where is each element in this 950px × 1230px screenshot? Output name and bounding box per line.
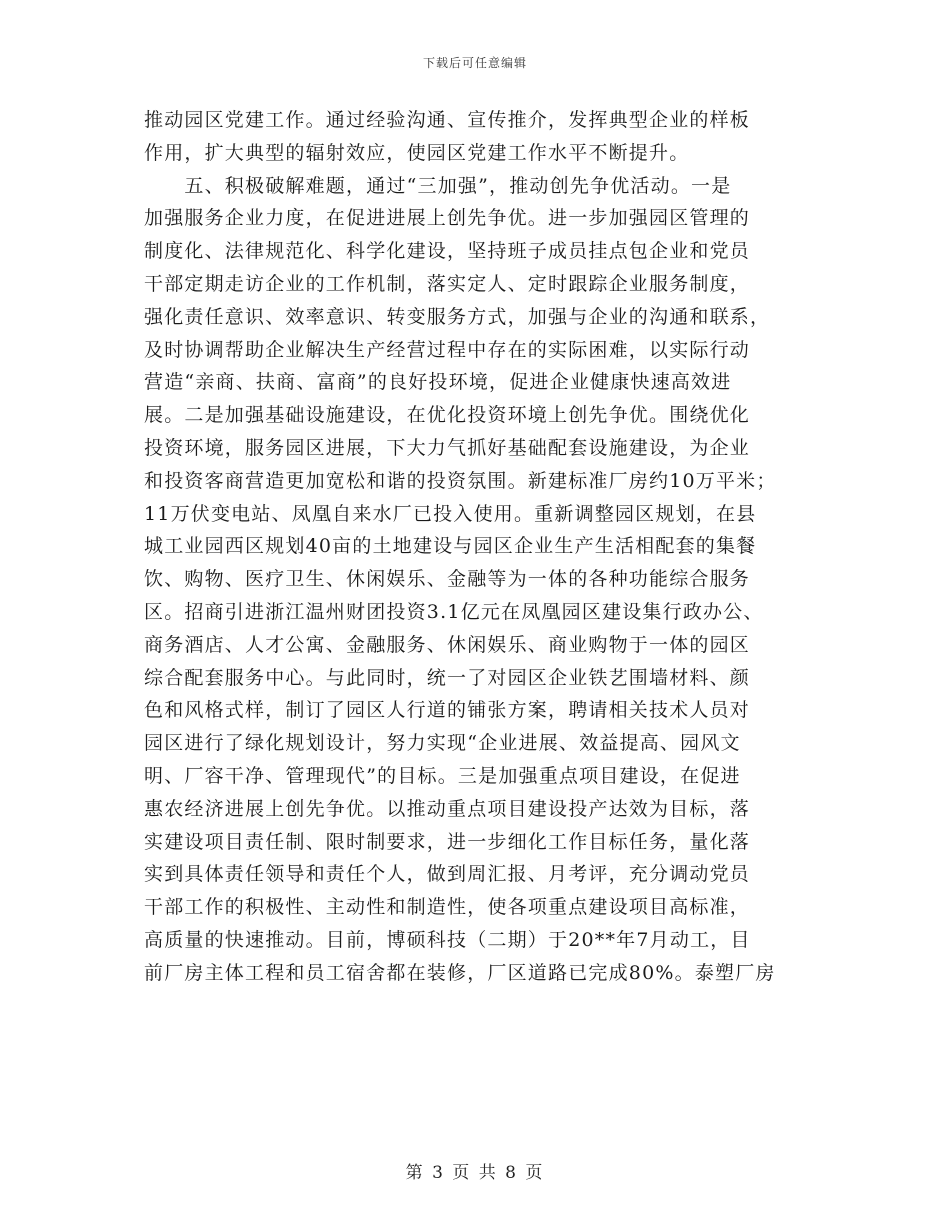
text-line: 营造“亲商、扶商、富商”的良好投环境，促进企业健康快速高效进 [144, 371, 732, 394]
text-line: 区。招商引进浙江温州财团投资3.1亿元在凤凰园区建设集行政办公、 [144, 600, 764, 623]
text-line: 园区进行了绿化规划设计，努力实现“企业进展、效益提高、园风文 [144, 732, 741, 755]
text-line: 商务酒店、人才公寓、金融服务、休闲娱乐、商业购物于一体的园区 [144, 633, 751, 656]
text-line: 推动园区党建工作。通过经验沟通、宣传推介，发挥典型企业的样板 [144, 109, 751, 131]
text-line: 投资环境，服务园区进展，下大力气抓好基础配套设施建设，为企业 [144, 436, 751, 459]
text-line: 及时协调帮助企业解决生产经营过程中存在的实际困难，以实际行动 [144, 338, 751, 361]
page-footer: 第 3 页 共 8 页 [405, 1163, 545, 1183]
text-line: 11万伏变电站、凤凰自来水厂已投入使用。重新调整园区规划，在县 [144, 502, 757, 525]
text-line: 加强服务企业力度，在促进进展上创先争优。进一步加强园区管理的 [144, 207, 751, 230]
text-line: 色和风格式样，制订了园区人行道的铺张方案，聘请相关技术人员对 [144, 699, 751, 722]
text-line: 前厂房主体工程和员工宿舍都在装修，厂区道路已完成80%。泰塑厂房 [144, 961, 776, 984]
text-line: 和投资客商营造更加宽松和谐的投资氛围。新建标准厂房约10万平米； [144, 469, 777, 492]
text-line: 实到具体责任领导和责任个人，做到周汇报、月考评，充分调动党员 [144, 863, 751, 886]
text-line: 明、厂容干净、管理现代”的目标。三是加强重点项目建设，在促进 [144, 764, 741, 787]
page-header: 下载后可任意编辑 [422, 56, 527, 70]
text-line: 作用，扩大典型的辐射效应，使园区党建工作水平不断提升。 [144, 141, 690, 164]
text-line: 干部定期走访企业的工作机制，落实定人、定时跟踪企业服务制度， [144, 272, 751, 295]
text-line: 综合配套服务中心。与此同时，统一了对园区企业铁艺围墙材料、颜 [144, 666, 751, 689]
text-line: 高质量的快速推动。目前，博硕科技（二期）于20**年7月动工，目 [144, 928, 751, 951]
text-line: 五、积极破解难题，通过“三加强”，推动创先争优活动。一是 [144, 174, 732, 197]
text-line: 饮、购物、医疗卫生、休闲娱乐、金融等为一体的各种功能综合服务 [144, 568, 751, 591]
text-line: 强化责任意识、效率意识、转变服务方式，加强与企业的沟通和联系， [144, 305, 771, 328]
text-line: 干部工作的积极性、主动性和制造性，使各项重点建设项目高标准， [144, 896, 751, 919]
text-line: 城工业园西区规划40亩的土地建设与园区企业生产生活相配套的集餐 [144, 535, 757, 558]
text-line: 展。二是加强基础设施建设，在优化投资环境上创先争优。围绕优化 [144, 404, 751, 427]
text-line: 惠农经济进展上创先争优。以推动重点项目建设投产达效为目标，落 [144, 797, 751, 820]
body-text [144, 104, 804, 990]
text-line: 实建设项目责任制、限时制要求，进一步细化工作目标任务，量化落 [144, 830, 751, 853]
text-line: 制度化、法律规范化、科学化建设，坚持班子成员挂点包企业和党员 [144, 240, 751, 263]
